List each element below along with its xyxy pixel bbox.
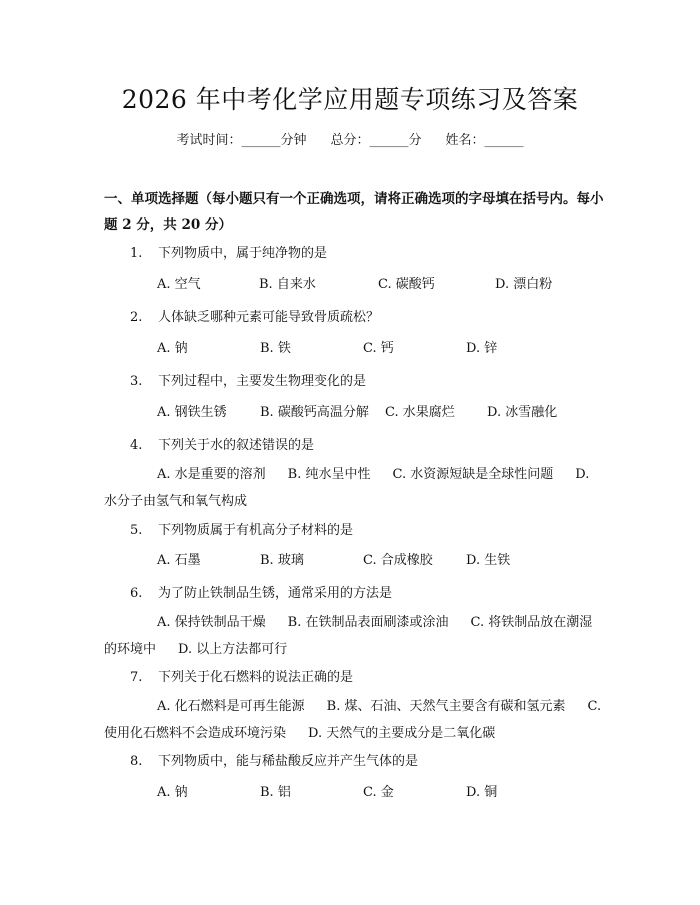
question-6: [130, 584, 392, 604]
option-a[interactable]: A. 钠: [157, 341, 188, 356]
option-a[interactable]: A. 钠: [157, 785, 188, 800]
exam-meta: [0, 131, 700, 151]
question-4: [130, 436, 314, 456]
option-b[interactable]: B. 煤、石油、天然气主要含有碳和氢元素: [326, 699, 566, 714]
option-a[interactable]: A. 化石燃料是可再生能源: [157, 699, 305, 714]
option-d[interactable]: D. 天然气的主要成分是二氧化碳: [308, 726, 496, 741]
question-number: 6.: [130, 586, 143, 601]
question-stem: 下列过程中，主要发生物理变化的是: [158, 374, 367, 389]
option-b[interactable]: B. 玻璃: [260, 553, 304, 568]
question-number: 1.: [130, 246, 143, 261]
question-number: 3.: [130, 374, 143, 389]
option-b[interactable]: B. 铝: [260, 785, 291, 800]
options-8: [157, 783, 497, 803]
name-field: 姓名：______: [445, 133, 524, 148]
question-3: [130, 372, 366, 392]
option-c[interactable]: C. 将铁制品放在潮湿的环境中: [104, 615, 593, 657]
option-a[interactable]: A. 钢铁生锈: [157, 405, 227, 420]
question-8: [130, 752, 418, 772]
option-d[interactable]: D. 锌: [466, 341, 498, 356]
question-number: 5.: [130, 523, 143, 538]
option-c[interactable]: C. 金: [363, 785, 394, 800]
options-4: [104, 461, 604, 515]
options-7: [104, 693, 604, 747]
question-number: 8.: [130, 754, 143, 769]
option-c[interactable]: C. 使用化石燃料不会造成环境污染: [104, 699, 602, 741]
question-1: [130, 244, 327, 264]
section-heading: 一、单项选择题（每小题只有一个正确选项，请将正确选项的字母填在括号内。每小题 2 分，共 20 分）: [104, 191, 604, 233]
option-b[interactable]: B. 在铁制品表面刷漆或涂油: [287, 615, 449, 630]
score-field: 总分：______分: [330, 133, 422, 148]
option-b[interactable]: B. 铁: [260, 341, 291, 356]
option-b[interactable]: B. 碳酸钙高温分解: [260, 405, 369, 420]
question-7: [130, 668, 353, 688]
question-stem: 下列关于化石燃料的说法正确的是: [158, 670, 354, 685]
option-c[interactable]: C. 水资源短缺是全球性问题: [392, 467, 554, 482]
option-b[interactable]: B. 自来水: [259, 277, 316, 292]
options-2: [157, 339, 497, 359]
option-d[interactable]: D. 生铁: [466, 553, 511, 568]
option-a[interactable]: A. 保持铁制品干燥: [157, 615, 266, 630]
option-c[interactable]: C. 碳酸钙: [378, 277, 435, 292]
option-d[interactable]: D. 冰雪融化: [487, 405, 558, 420]
options-6: [104, 609, 604, 663]
page-title: 2026 年中考化学应用题专项练习及答案: [121, 85, 579, 114]
question-stem: 为了防止铁制品生锈，通常采用的方法是: [158, 586, 393, 601]
option-c[interactable]: C. 合成橡胶: [363, 553, 433, 568]
question-stem: 下列物质属于有机高分子材料的是: [158, 523, 354, 538]
options-5: [157, 551, 510, 571]
option-d[interactable]: D. 漂白粉: [495, 277, 553, 292]
options-1: [157, 275, 552, 295]
option-b[interactable]: B. 纯水呈中性: [287, 467, 371, 482]
question-number: 4.: [130, 438, 143, 453]
options-3: [157, 403, 557, 423]
option-c[interactable]: C. 水果腐烂: [385, 405, 455, 420]
question-number: 2.: [130, 310, 143, 325]
option-a[interactable]: A. 石墨: [157, 553, 201, 568]
question-stem: 下列物质中，能与稀盐酸反应并产生气体的是: [158, 754, 419, 769]
question-number: 7.: [130, 670, 143, 685]
option-d[interactable]: D. 以上方法都可行: [178, 642, 288, 657]
option-a[interactable]: A. 水是重要的溶剂: [157, 467, 266, 482]
question-stem: 下列物质中，属于纯净物的是: [158, 246, 328, 261]
option-c[interactable]: C. 钙: [363, 341, 394, 356]
question-stem: 下列关于水的叙述错误的是: [158, 438, 315, 453]
option-d[interactable]: D. 铜: [466, 785, 498, 800]
option-a[interactable]: A. 空气: [157, 277, 201, 292]
question-2: [130, 308, 379, 328]
option-d[interactable]: D. 水分子由氢气和氧气构成: [104, 467, 590, 509]
question-stem: 人体缺乏哪种元素可能导致骨质疏松？: [158, 310, 380, 325]
time-field: 考试时间：______分钟: [176, 133, 307, 148]
question-5: [130, 521, 353, 541]
